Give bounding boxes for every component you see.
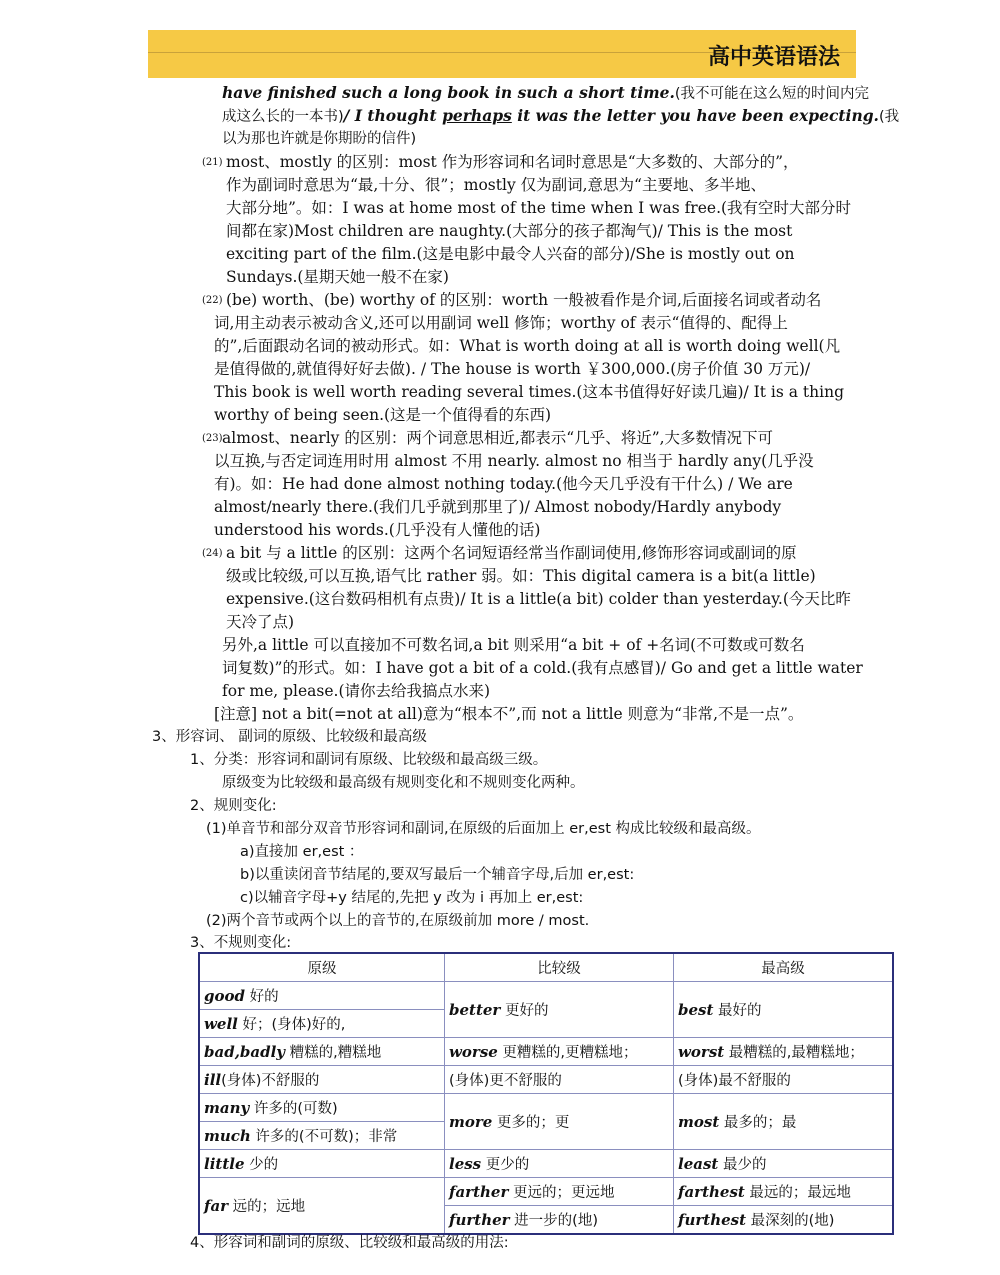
column-header: 比较级 <box>445 953 674 982</box>
subsection-heading: 1、分类：形容词和副词有原级、比较级和最高级三级。 <box>190 752 548 768</box>
text-line: c)以辅音字母+y 结尾的,先把 y 改为 i 再加上 er,est: <box>240 890 584 906</box>
text-line: 天冷了点) <box>226 613 295 631</box>
table-cell: little 少的 <box>199 1150 445 1178</box>
table-cell: worse 更糟糕的,更糟糕地； <box>445 1038 674 1066</box>
subsection-heading: 3、不规则变化: <box>190 935 292 951</box>
text-line: 词复数)”的形式。如：I have got a bit of a cold.(我有点感冒)/ Go and get a little water <box>222 659 863 677</box>
table-cell: more 更多的；更 <box>445 1094 674 1150</box>
item-number: (21) <box>202 157 223 168</box>
table-cell: well 好；(身体)好的, <box>199 1010 445 1038</box>
table-cell: much 许多的(不可数)；非常 <box>199 1122 445 1150</box>
table-cell: good 好的 <box>199 982 445 1010</box>
table-cell: farther 更远的；更远地 <box>445 1178 674 1206</box>
text-line: (2)两个音节或两个以上的音节的,在原级前加 more / most. <box>206 913 590 929</box>
text-line: most、mostly 的区别：most 作为形容词和名词时意思是“大多数的、大部分的”， <box>226 153 799 171</box>
page-title: 高中英语语法 <box>707 45 840 70</box>
text-line: 作为副词时意思为“最,十分、很”；mostly 仅为副词,意思为“主要地、多半地、 <box>226 176 766 194</box>
text-line: 另外,a little 可以直接加不可数名词,a bit 则采用“a bit + of +名词(不可数或可数名 <box>222 636 805 654</box>
note-line: [注意] not a bit(=not at all)意为“根本不”,而 not a little 则意为“非常,不是一点”。 <box>214 705 804 723</box>
table-cell: worst 最糟糕的,最糟糕地； <box>674 1038 894 1066</box>
text-line: a bit 与 a little 的区别：这两个名词短语经常当作副词使用,修饰形容词或副词的原 <box>226 544 797 562</box>
table-cell: most 最多的；最 <box>674 1094 894 1150</box>
text-line: for me, please.(请你去给我搞点水来) <box>222 682 491 700</box>
table-row <box>199 982 893 1010</box>
text-line: 词,用主动表示被动含义,还可以用副词 well 修饰；worthy of 表示“值得的、配得上 <box>214 314 788 332</box>
table-header-row <box>199 953 893 982</box>
table-row <box>199 1066 893 1094</box>
table-cell: best 最好的 <box>674 982 894 1038</box>
text-line: understood his words.(几乎没有人懂他的话) <box>214 521 541 539</box>
item-number: (24) <box>202 548 223 559</box>
irregular-comparison-table <box>198 952 894 1235</box>
table-cell: furthest 最深刻的(地) <box>674 1206 894 1235</box>
page-header <box>148 30 856 78</box>
text-line: expensive.(这台数码相机有点贵)/ It is a little(a bit) colder than yesterday.(今天比昨 <box>226 590 851 608</box>
column-header: 原级 <box>199 953 445 982</box>
table-cell: many 许多的(可数) <box>199 1094 445 1122</box>
text-line: 间都在家)Most children are naughty.(大部分的孩子都淘气)/ This is the most <box>226 222 793 240</box>
table-cell: (身体)最不舒服的 <box>674 1066 894 1094</box>
text-line: 大部分地”。如：I was at home most of the time when I was free.(我有空时大部分时 <box>226 199 852 217</box>
text-line: 以为那也许就是你期盼的信件) <box>222 131 417 147</box>
text-line: exciting part of the film.(这是电影中最令人兴奋的部分)/She is mostly out on <box>226 245 795 263</box>
text-line: 成这么长的一本书)/ I thought perhaps it was the letter you have been expecting.(我 <box>222 106 900 125</box>
table-row <box>199 1038 893 1066</box>
column-header: 最高级 <box>674 953 894 982</box>
item-number: (22) <box>202 295 223 306</box>
table-cell: further 进一步的(地) <box>445 1206 674 1235</box>
table-row <box>199 1094 893 1122</box>
table-row <box>199 1150 893 1178</box>
table-cell: farthest 最远的；最远地 <box>674 1178 894 1206</box>
subsection-heading: 2、规则变化: <box>190 798 277 814</box>
text-line: 级或比较级,可以互换,语气比 rather 弱。如：This digital camera is a bit(a little) <box>226 567 816 585</box>
text-line: This book is well worth reading several times.(这本书值得好好读几遍)/ It is a thing <box>214 383 844 401</box>
item-number: (23) <box>202 433 223 444</box>
text-line: 有)。如：He had done almost nothing today.(他今天几乎没有干什么) / We are <box>214 475 793 493</box>
table-cell: far 远的；远地 <box>199 1178 445 1235</box>
text-line: a)直接加 er,est ： <box>240 844 364 860</box>
text-line: worthy of being seen.(这是一个值得看的东西) <box>214 406 552 424</box>
table-cell: ill(身体)不舒服的 <box>199 1066 445 1094</box>
text-line: 是值得做的,就值得好好去做). / The house is worth ￥300,000.(房子价值 30 万元)/ <box>214 360 811 378</box>
table-cell: less 更少的 <box>445 1150 674 1178</box>
table-row <box>199 1178 893 1206</box>
text-line: 原级变为比较级和最高级有规则变化和不规则变化两种。 <box>222 775 585 791</box>
text-line: b)以重读闭音节结尾的,要双写最后一个辅音字母,后加 er,est: <box>240 867 635 883</box>
text-line: Sundays.(星期天她一般不在家) <box>226 268 449 286</box>
table-cell: least 最少的 <box>674 1150 894 1178</box>
table-cell: bad,badly 糟糕的,糟糕地 <box>199 1038 445 1066</box>
section-heading: 3、形容词、 副词的原级、比较级和最高级 <box>152 729 427 745</box>
text-line: almost/nearly there.(我们几乎就到那里了)/ Almost nobody/Hardly anybody <box>214 498 782 516</box>
subsection-heading: 4、形容词和副词的原级、比较级和最高级的用法: <box>190 1235 509 1251</box>
text-line: have finished such a long book in such a short time.(我不可能在这么短的时间内完 <box>222 83 870 102</box>
text-line: 以互换,与否定词连用时用 almost 不用 nearly. almost no 相当于 hardly any(几乎没 <box>214 452 814 470</box>
table-cell: (身体)更不舒服的 <box>445 1066 674 1094</box>
text-line: (1)单音节和部分双音节形容词和副词,在原级的后面加上 er,est 构成比较级和最高级。 <box>206 821 761 837</box>
text-line: 的”,后面跟动名词的被动形式。如：What is worth doing at all is worth doing well(凡 <box>214 337 841 355</box>
table-cell: better 更好的 <box>445 982 674 1038</box>
text-line: almost、nearly 的区别：两个词意思相近,都表示“几乎、将近”,大多数情况下可 <box>222 429 774 447</box>
text-line: (be) worth、(be) worthy of 的区别：worth 一般被看作是介词,后面接名词或者动名 <box>226 291 822 309</box>
